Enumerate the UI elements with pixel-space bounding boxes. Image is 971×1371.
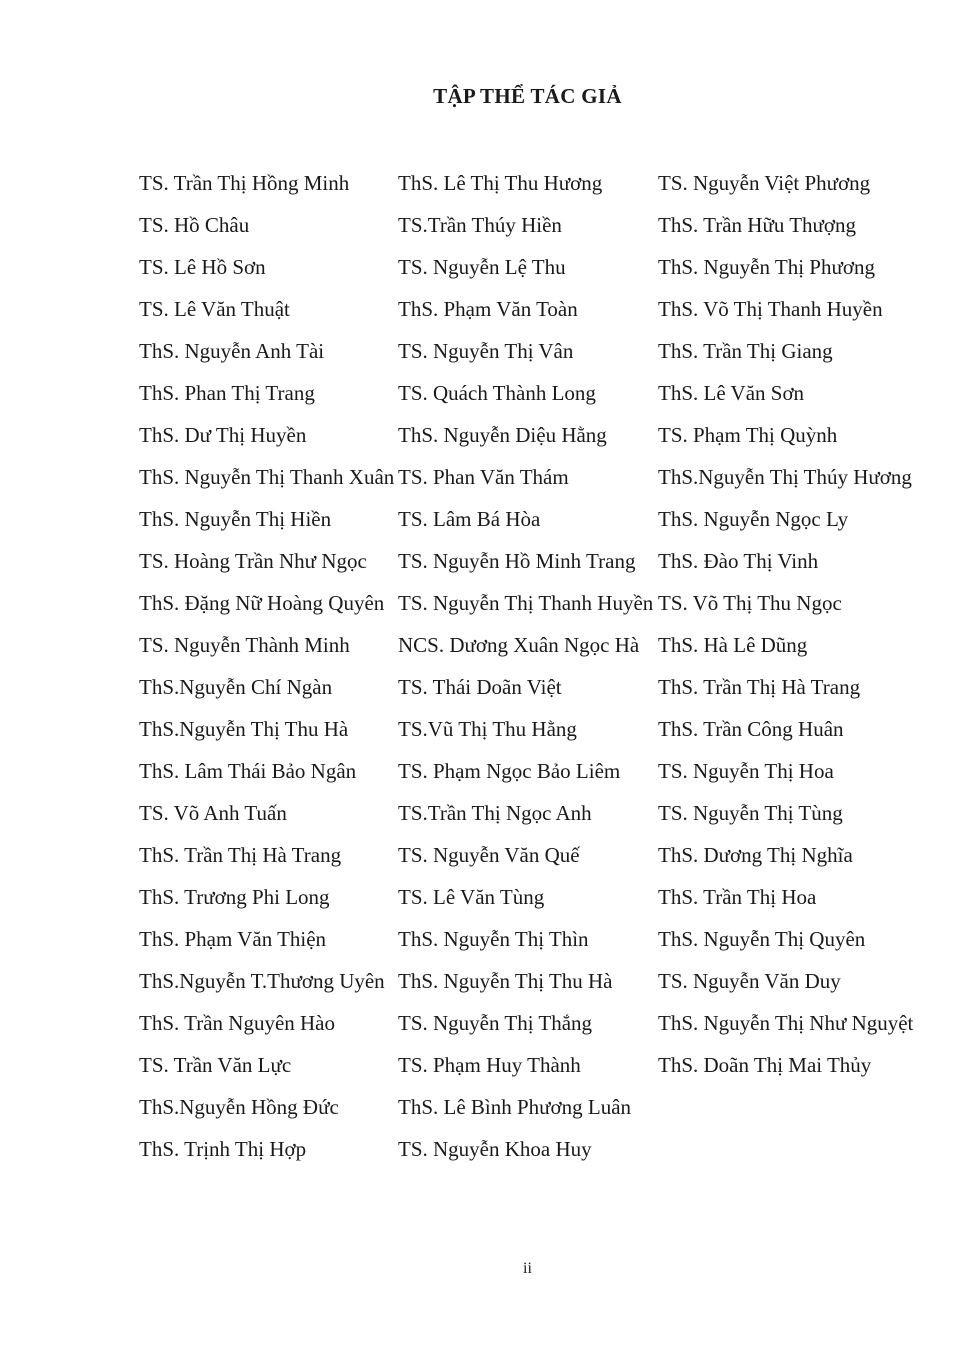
author-name: ThS. Võ Thị Thanh Huyền bbox=[658, 297, 883, 321]
author-name: ThS. Nguyễn Thị Quyên bbox=[658, 927, 866, 951]
author-name: TS. Phạm Ngọc Bảo Liêm bbox=[398, 759, 621, 783]
author-name: ThS.Nguyễn Hồng Đức bbox=[139, 1095, 339, 1119]
author-name: ThS. Lê Thị Thu Hương bbox=[398, 171, 603, 195]
author-name: TS. Lâm Bá Hòa bbox=[398, 507, 541, 531]
author-row bbox=[139, 378, 918, 420]
author-name: TS. Thái Doãn Việt bbox=[398, 675, 562, 699]
author-row bbox=[139, 504, 918, 546]
author-row bbox=[139, 672, 918, 714]
author-name: TS. Nguyễn Hồ Minh Trang bbox=[398, 549, 636, 573]
author-row bbox=[139, 1092, 918, 1134]
author-row bbox=[139, 168, 918, 210]
author-row bbox=[139, 840, 918, 882]
author-name: TS. Nguyễn Thị Tùng bbox=[658, 801, 843, 825]
author-name: TS. Hồ Châu bbox=[139, 213, 250, 237]
author-name: TS. Nguyễn Văn Quế bbox=[398, 843, 580, 867]
author-name: ThS. Trịnh Thị Hợp bbox=[139, 1137, 307, 1161]
author-name: ThS. Lê Bình Phương Luân bbox=[398, 1095, 632, 1119]
author-name: ThS.Nguyễn Thị Thúy Hương bbox=[658, 465, 912, 489]
author-row bbox=[139, 924, 918, 966]
author-name: TS. Phạm Huy Thành bbox=[398, 1053, 581, 1077]
author-name: ThS. Dương Thị Nghĩa bbox=[658, 843, 853, 867]
author-name: TS. Nguyễn Văn Duy bbox=[658, 969, 841, 993]
author-row bbox=[139, 966, 918, 1008]
author-name: TS.Trần Thị Ngọc Anh bbox=[398, 801, 592, 825]
author-row bbox=[139, 1050, 918, 1092]
author-name: TS. Nguyễn Lệ Thu bbox=[398, 255, 566, 279]
author-name: TS. Nguyễn Thị Thắng bbox=[398, 1011, 593, 1035]
author-row bbox=[139, 462, 918, 504]
author-name: ThS. Nguyễn Ngọc Ly bbox=[658, 507, 849, 531]
author-row bbox=[139, 210, 918, 252]
author-name: ThS. Doãn Thị Mai Thủy bbox=[658, 1053, 872, 1077]
author-name: ThS. Phạm Văn Toàn bbox=[398, 297, 578, 321]
author-name: ThS. Dư Thị Huyền bbox=[139, 423, 307, 447]
author-row bbox=[139, 588, 918, 630]
author-name: TS. Trần Thị Hồng Minh bbox=[139, 171, 350, 195]
page-number: ii bbox=[523, 1260, 532, 1277]
author-name: ThS. Đào Thị Vinh bbox=[658, 549, 819, 573]
author-name: TS. Trần Văn Lực bbox=[139, 1053, 292, 1077]
author-row bbox=[139, 294, 918, 336]
author-name: NCS. Dương Xuân Ngọc Hà bbox=[398, 633, 640, 657]
author-name: ThS. Nguyễn Thị Thu Hà bbox=[398, 969, 613, 993]
author-name: ThS. Nguyễn Thị Hiền bbox=[139, 507, 332, 531]
author-name: ThS. Nguyễn Thị Thìn bbox=[398, 927, 589, 951]
author-name: ThS.Nguyễn T.Thương Uyên bbox=[139, 969, 385, 993]
author-name: ThS. Trần Thị Hà Trang bbox=[139, 843, 342, 867]
author-name: ThS.Nguyễn Thị Thu Hà bbox=[139, 717, 349, 741]
author-name: TS. Nguyễn Thị Vân bbox=[398, 339, 574, 363]
author-row bbox=[139, 756, 918, 798]
author-name: TS. Lê Văn Tùng bbox=[398, 885, 545, 909]
author-name: ThS. Phạm Văn Thiện bbox=[139, 927, 327, 951]
page-title: TẬP THỂ TÁC GIẢ bbox=[433, 84, 622, 108]
author-row bbox=[139, 546, 918, 588]
author-name: ThS. Trần Thị Hoa bbox=[658, 885, 817, 909]
author-name: ThS. Đặng Nữ Hoàng Quyên bbox=[139, 591, 385, 615]
author-name: TS. Võ Thị Thu Ngọc bbox=[658, 591, 842, 615]
author-row bbox=[139, 714, 918, 756]
author-row bbox=[139, 252, 918, 294]
author-name: ThS. Nguyễn Anh Tài bbox=[139, 339, 325, 363]
author-name: TS. Phạm Thị Quỳnh bbox=[658, 423, 838, 447]
author-name: TS. Quách Thành Long bbox=[398, 381, 596, 405]
author-name: ThS. Nguyễn Thị Thanh Xuân bbox=[139, 465, 395, 489]
author-row bbox=[139, 882, 918, 924]
author-name: ThS. Lê Văn Sơn bbox=[658, 381, 805, 405]
author-name: ThS. Trần Thị Giang bbox=[658, 339, 833, 363]
author-name: ThS.Nguyễn Chí Ngàn bbox=[139, 675, 333, 699]
author-name: TS. Lê Văn Thuật bbox=[139, 297, 290, 321]
author-name: ThS. Nguyễn Thị Phương bbox=[658, 255, 875, 279]
author-name: ThS. Trương Phi Long bbox=[139, 885, 330, 909]
author-name: ThS. Lâm Thái Bảo Ngân bbox=[139, 759, 357, 783]
author-name: TS. Nguyễn Việt Phương bbox=[658, 171, 871, 195]
author-row bbox=[139, 798, 918, 840]
author-name: ThS. Trần Hữu Thượng bbox=[658, 213, 857, 237]
author-name: TS. Võ Anh Tuấn bbox=[139, 801, 287, 825]
author-name: TS. Nguyễn Thị Thanh Huyền bbox=[398, 591, 654, 615]
author-name: ThS. Trần Nguyên Hào bbox=[139, 1011, 336, 1035]
author-name: ThS. Phan Thị Trang bbox=[139, 381, 315, 405]
author-name: ThS. Trần Thị Hà Trang bbox=[658, 675, 861, 699]
author-name: TS.Trần Thúy Hiền bbox=[398, 213, 562, 237]
author-row bbox=[139, 630, 918, 672]
author-name: TS. Nguyễn Thị Hoa bbox=[658, 759, 834, 783]
author-name: ThS. Hà Lê Dũng bbox=[658, 633, 808, 657]
author-name: ThS. Nguyễn Diệu Hằng bbox=[398, 423, 607, 447]
author-name: TS. Phan Văn Thám bbox=[398, 465, 569, 489]
author-name: ThS. Trần Công Huân bbox=[658, 717, 844, 741]
author-list bbox=[139, 168, 918, 1176]
author-name: TS. Lê Hồ Sơn bbox=[139, 255, 266, 279]
author-row bbox=[139, 1134, 918, 1176]
author-row bbox=[139, 336, 918, 378]
author-name: TS. Nguyễn Thành Minh bbox=[139, 633, 350, 657]
author-name: ThS. Nguyễn Thị Như Nguyệt bbox=[658, 1011, 914, 1035]
author-name: TS. Nguyễn Khoa Huy bbox=[398, 1137, 592, 1161]
author-name: TS.Vũ Thị Thu Hằng bbox=[398, 717, 577, 741]
author-name: TS. Hoàng Trần Như Ngọc bbox=[139, 549, 367, 573]
author-row bbox=[139, 420, 918, 462]
author-row bbox=[139, 1008, 918, 1050]
